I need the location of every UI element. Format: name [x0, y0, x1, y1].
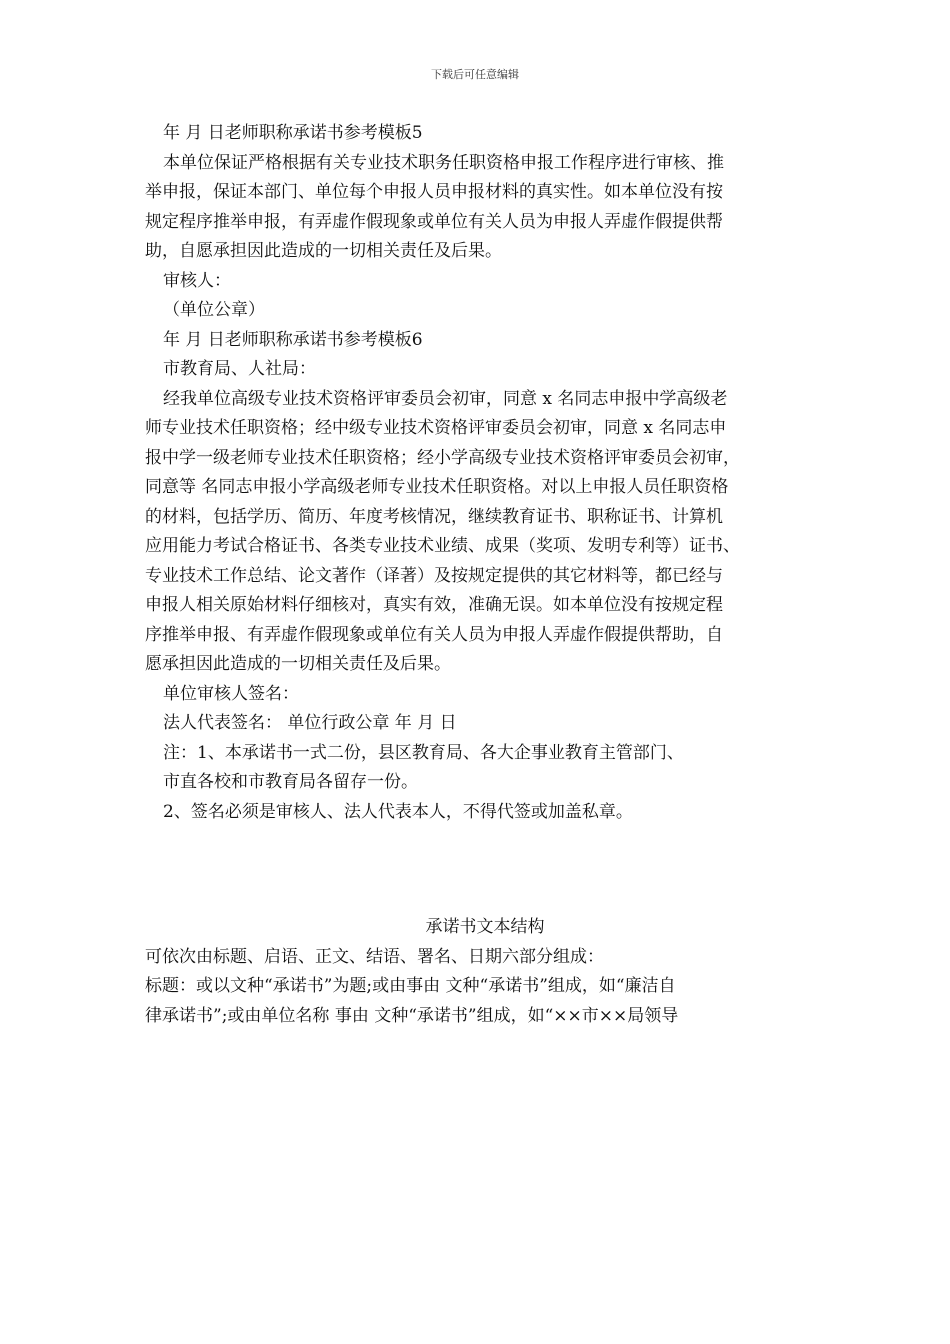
note-line: 注：1、本承诺书一式二份，县区教育局、各大企事业教育主管部门、 [163, 742, 684, 763]
addressee: 市教育局、人社局： [163, 359, 316, 379]
reviewer-label: 审核人： [163, 270, 231, 291]
paragraph-line: 的材料，包括学历、简历、年度考核情况，继续教育证书、职称证书、计算机 [145, 506, 723, 527]
section-gap [145, 827, 825, 913]
paragraph-line: 律承诺书”;或由单位名称 事由 文种“承诺书”组成，如“××市××局领导 [145, 1005, 679, 1026]
document-body [145, 119, 825, 1031]
paragraph-line: 应用能力考试合格证书、各类专业技术业绩、成果（奖项、发明专利等）证书、 [145, 536, 740, 556]
note-line: 2、签名必须是审核人、法人代表本人，不得代签或加盖私章。 [163, 801, 633, 822]
paragraph-line: 规定程序推举申报，有弄虚作假现象或单位有关人员为申报人弄虚作假提供帮 [145, 211, 723, 232]
template-6-title: 年 月 日老师职称承诺书参考模板6 [163, 329, 423, 350]
paragraph-line: 本单位保证严格根据有关专业技术职务任职资格申报工作程序进行审核、推 [163, 152, 724, 173]
unit-seal-label: （单位公章） [163, 300, 265, 320]
paragraph-line: 可依次由标题、启语、正文、结语、署名、日期六部分组成： [145, 946, 604, 967]
reviewer-signature-label: 单位审核人签名： [163, 683, 299, 704]
paragraph-line: 报中学一级老师专业技术任职资格；经小学高级专业技术资格评审委员会初审， [145, 447, 740, 468]
template-5-title: 年 月 日老师职称承诺书参考模板5 [163, 123, 423, 143]
paragraph-line: 经我单位高级专业技术资格评审委员会初审，同意 x 名同志申报中学高级老 [163, 388, 728, 409]
section-heading: 承诺书文本结构 [425, 917, 545, 937]
paragraph-line: 同意等 名同志申报小学高级老师专业技术任职资格。对以上申报人员任职资格 [145, 477, 729, 497]
legal-rep-signature-label: 法人代表签名： 单位行政公章 年 月 日 [163, 713, 457, 733]
note-line: 市直各校和市教育局各留存一份。 [163, 772, 418, 792]
paragraph-line: 序推举申报、有弄虚作假现象或单位有关人员为申报人弄虚作假提供帮助，自 [145, 624, 723, 645]
paragraph-line: 愿承担因此造成的一切相关责任及后果。 [145, 654, 451, 674]
paragraph-line: 申报人相关原始材料仔细核对，真实有效，准确无误。如本单位没有按规定程 [145, 595, 723, 615]
page-header: 下载后可任意编辑 [431, 68, 519, 81]
paragraph-line: 专业技术工作总结、论文著作（译著）及按规定提供的其它材料等，都已经与 [145, 565, 723, 586]
paragraph-line: 标题：或以文种“承诺书”为题;或由事由 文种“承诺书”组成，如“廉洁自 [145, 976, 676, 996]
paragraph-line: 举申报，保证本部门、单位每个申报人员申报材料的真实性。如本单位没有按 [145, 182, 723, 202]
paragraph-line: 助，自愿承担因此造成的一切相关责任及后果。 [145, 241, 502, 261]
paragraph-line: 师专业技术任职资格；经中级专业技术资格评审委员会初审，同意 x 名同志申 [145, 418, 727, 438]
